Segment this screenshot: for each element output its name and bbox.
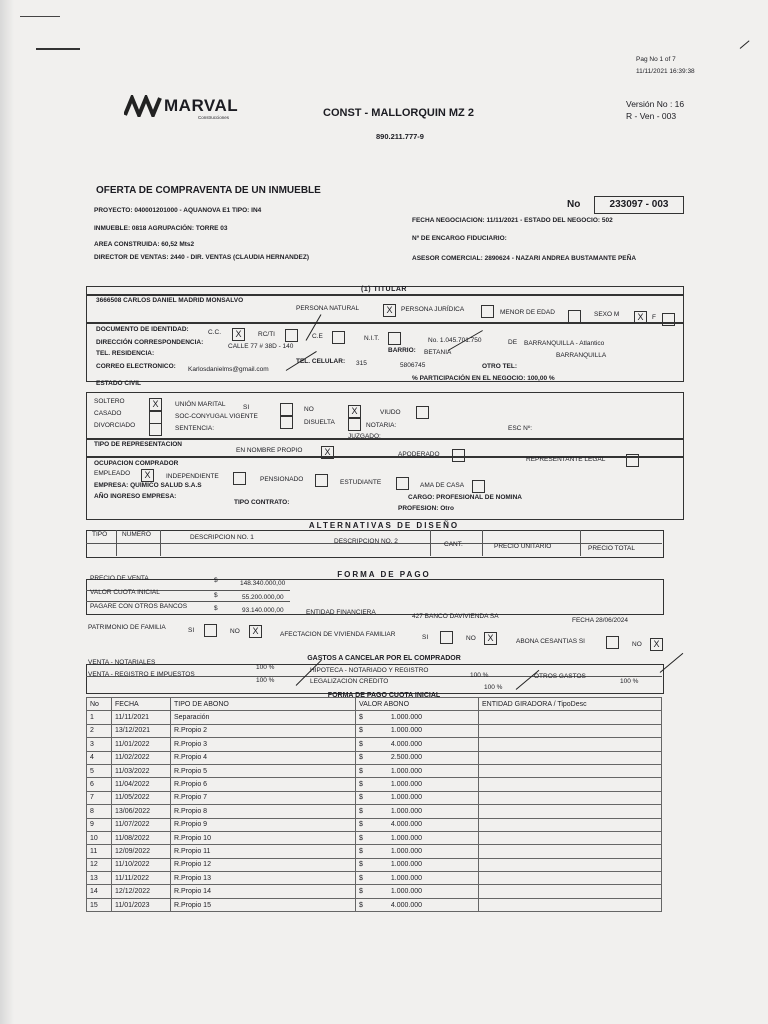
alt-col-sep [160,530,161,556]
row-tipo: R.Propio 7 [171,791,356,804]
row-no: 5 [87,764,112,777]
scan-edge-shadow [0,0,14,1024]
row-valor-currency: $ [359,901,363,909]
col-tipo: TIPO DE ABONO [171,698,356,711]
row-fecha: 11/11/2022 [112,872,171,885]
afectacion-no-label: NO [466,635,476,642]
estado-civil-label: ESTADO CIVIL [96,380,142,387]
row-fecha: 11/01/2023 [112,898,171,911]
row-no: 1 [87,711,112,724]
row-entidad [479,898,662,911]
row-valor-amount: 1.000.000 [390,834,423,842]
table-row [87,751,662,764]
pagare-currency: $ [214,605,218,612]
row-valor-amount: 1.000.000 [390,861,423,869]
row-no: 6 [87,778,112,791]
cesantias-no-label: NO [632,641,642,648]
table-row [87,738,662,751]
row-fecha: 11/03/2022 [112,764,171,777]
row-valor-currency: $ [359,874,363,882]
ocupacion-label: OCUPACION COMPRADOR [94,460,179,467]
persona-juridica-check[interactable] [481,305,494,318]
marval-logo [124,95,239,122]
row-valor [356,791,479,804]
nit-check[interactable] [388,332,401,345]
fecha-negociacion: FECHA NEGOCIACION: 11/11/2021 - ESTADO DEL NEGOCIO: 502 [412,217,613,224]
sexo-f-label: F [652,314,656,321]
tel-celular-label: TEL. CELULAR: [296,358,346,365]
profesion: PROFESION: Otro [398,505,454,512]
precio-venta-label: PRECIO DE VENTA [90,575,149,582]
asesor-comercial: ASESOR COMERCIAL: 2890624 - NAZARI ANDREA BUSTAMANTE PEÑA [412,255,637,262]
row-entidad [479,805,662,818]
soltero-check[interactable]: X [149,398,162,411]
area-construida: AREA CONSTRUIDA: 60,52 Mts2 [94,241,195,248]
row-tipo: Separación [171,711,356,724]
sexo-m-check[interactable]: X [634,311,647,324]
divorciado-check[interactable] [149,423,162,436]
row-valor [356,898,479,911]
row-entidad [479,791,662,804]
row-valor [356,778,479,791]
row-valor [356,711,479,724]
pagare-value: 93.140.000,00 [242,607,284,614]
row-fecha: 11/04/2022 [112,778,171,791]
disuelta-check[interactable] [348,418,361,431]
print-datetime: 11/11/2021 16:39:38 [636,68,695,75]
apoderado-label: APODERADO [398,451,440,458]
row-valor [356,738,479,751]
row-valor-currency: $ [359,807,363,815]
row-no: 3 [87,738,112,751]
forma-pago-title: FORMA DE PAGO [337,570,431,579]
row-tipo: R.Propio 2 [171,724,356,737]
row-valor-amount: 1.000.000 [390,714,423,722]
anio-ingreso-label: AÑO INGRESO EMPRESA: [94,493,177,500]
doc-city: BARRANQUILLA - Atlantico [524,340,605,347]
row-entidad [479,858,662,871]
ama-casa-label: AMA DE CASA [420,482,465,489]
tel-residencia-label: TEL. RESIDENCIA: [96,350,155,357]
viudo-check[interactable] [416,406,429,419]
independiente-check[interactable] [233,472,246,485]
table-row [87,872,662,885]
doc-number: No. 1.045.701.750 [428,337,482,344]
row-no: 9 [87,818,112,831]
cesantias-si-check[interactable] [606,636,619,649]
offer-number: 233097 - 003 [594,196,684,214]
independiente-label: INDEPENDIENTE [166,473,219,480]
form-code: R - Ven - 003 [626,111,677,121]
row-valor-amount: 1.000.000 [390,847,423,855]
row-fecha: 13/12/2021 [112,724,171,737]
cesantias-no-check[interactable]: X [650,638,663,651]
gastos-otros-pct: 100 % [620,678,639,685]
offer-title: OFERTA DE COMPRAVENTA DE UN INMUEBLE [96,185,321,196]
table-row [87,898,662,911]
row-valor [356,818,479,831]
table-row [87,831,662,844]
table-row [87,764,662,777]
row-valor-amount: 1.000.000 [390,727,423,735]
tipo-representacion-label: TIPO DE REPRESENTACION [94,441,183,448]
otro-tel-label: OTRO TEL: [482,363,518,370]
ce-label: C.E [312,333,323,340]
menor-edad-label: MENOR DE EDAD [500,309,555,316]
row-entidad [479,872,662,885]
nombre-propio-label: EN NOMBRE PROPIO [236,447,303,454]
row-valor-currency: $ [359,888,363,896]
casado-label: CASADO [94,410,122,417]
inmueble: INMUEBLE: 0818 AGRUPACIÓN: TORRE 03 [94,225,228,232]
row-fecha: 11/02/2022 [112,751,171,764]
row-tipo: R.Propio 11 [171,845,356,858]
pensionado-label: PENSIONADO [260,476,304,483]
row-valor-amount: 1.000.000 [390,781,423,789]
row-no: 8 [87,805,112,818]
table-header-row [87,698,662,711]
rep-legal-label: REPRESENTANTE LEGAL [526,456,606,463]
offer-no-label: No [567,199,581,210]
sentencia-label: SENTENCIA: [175,425,215,432]
row-valor-currency: $ [359,714,363,722]
alt-col-desc2: DESCRIPCION NO. 2 [334,538,398,545]
row-entidad [479,764,662,777]
row-fecha: 11/01/2022 [112,738,171,751]
gastos-legalizacion-label: LEGALIZACION CREDITO [310,678,389,685]
esc-label: ESC Nº: [508,425,533,432]
table-row [87,791,662,804]
row-valor-currency: $ [359,794,363,802]
estudiante-check[interactable] [396,477,409,490]
row-tipo: R.Propio 14 [171,885,356,898]
alt-col-numero: NUMERO [122,531,151,538]
soc-conyugal-label: SOC-CONYUGAL VIGENTE [175,413,258,420]
direccion-value: CALLE 77 # 38D - 140 [228,343,294,350]
row-fecha: 13/06/2022 [112,805,171,818]
col-valor: VALOR ABONO [356,698,479,711]
logo-brand: MARVAL [164,96,239,115]
tel-celular-b: 5806745 [400,362,426,369]
table-row [87,818,662,831]
row-valor [356,858,479,871]
empleado-label: EMPLEADO [94,470,131,477]
row-entidad [479,818,662,831]
row-valor [356,872,479,885]
row-no: 12 [87,858,112,871]
row-valor-currency: $ [359,754,363,762]
afectacion-no-check[interactable]: X [484,632,497,645]
row-fecha: 11/08/2022 [112,831,171,844]
row-valor [356,845,479,858]
gastos-otros-label: OTROS GASTOS [534,673,586,680]
row-tipo: R.Propio 5 [171,764,356,777]
sexo-label: SEXO M [594,311,620,318]
patrimonio-no-label: NO [230,628,240,635]
version-number: Versión No : 16 [626,99,685,109]
table-row [87,858,662,871]
row-tipo: R.Propio 10 [171,831,356,844]
patrimonio-no-check[interactable]: X [249,625,262,638]
company-nit: 890.211.777-9 [376,132,424,141]
divorciado-label: DIVORCIADO [94,422,136,429]
row-valor-currency: $ [359,740,363,748]
juzgado-label: JUZGADO: [348,433,381,440]
row-valor-currency: $ [359,727,363,735]
table-row [87,711,662,724]
project-title: CONST - MALLORQUIN MZ 2 [323,107,474,119]
tipo-contrato-label: TIPO CONTRATO: [234,499,290,506]
row-tipo: R.Propio 4 [171,751,356,764]
notaria-label: NOTARIA: [366,422,397,429]
alt-col-sep [430,530,431,556]
gastos-hipoteca-label: HIPOTECA - NOTARIADO Y REGISTRO [310,667,429,674]
row-tipo: R.Propio 8 [171,805,356,818]
tel-celular-a: 315 [356,360,367,367]
row-valor-amount: 1.000.000 [390,888,423,896]
row-entidad [479,724,662,737]
director-ventas: DIRECTOR DE VENTAS: 2440 - DIR. VENTAS (CLAUDIA HERNANDEZ) [94,254,309,261]
fp-divider [86,601,290,602]
pagare-label: PAGARE CON OTROS BANCOS [90,603,188,610]
row-valor-amount: 1.000.000 [390,794,423,802]
row-tipo: R.Propio 12 [171,858,356,871]
row-no: 13 [87,872,112,885]
gastos-registro-label: VENTA - REGISTRO E IMPUESTOS [88,671,195,678]
persona-natural-check[interactable]: X [383,304,396,317]
alt-col-sep [116,530,117,556]
titular-title: (1) TITULAR [361,286,407,293]
precio-venta-value: 148.340.000,00 [240,580,286,587]
row-fecha: 12/12/2022 [112,885,171,898]
row-no: 10 [87,831,112,844]
col-entidad: ENTIDAD GIRADORA / TipoDesc [479,698,662,711]
patrimonio-si-check[interactable] [204,624,217,637]
row-valor-currency: $ [359,767,363,775]
row-entidad [479,845,662,858]
table-row [87,885,662,898]
row-entidad [479,778,662,791]
table-row [87,778,662,791]
row-valor-currency: $ [359,834,363,842]
gastos-legalizacion-pct: 100 % [484,684,503,691]
afectacion-si-check[interactable] [440,631,453,644]
cc-label: C.C. [208,329,221,336]
table-row [87,845,662,858]
entidad-financiera-value: 427 BANCO DAVIVIENDA SA [412,613,499,620]
empleado-check[interactable]: X [141,469,154,482]
cargo: CARGO: PROFESIONAL DE NOMINA [408,494,522,501]
nit-label: N.I.T. [364,335,380,342]
scan-mark [36,48,80,50]
page-number: Pag No 1 of 7 [636,56,676,63]
precio-venta-currency: $ [214,577,218,584]
persona-natural-label: PERSONA NATURAL [296,305,360,312]
union-marital-label: UNIÓN MARITAL [175,401,226,408]
patrimonio-label: PATRIMONIO DE FAMILIA [88,624,166,631]
alt-col-tipo: TIPO [92,531,108,538]
row-valor-amount: 4.000.000 [390,740,423,748]
proyecto: PROYECTO: 040001201000 - AQUANOVA E1 TIPO: IN4 [94,207,262,214]
row-entidad [479,711,662,724]
cuota-inicial-title: FORMA DE PAGO CUOTA INICIAL [327,692,441,699]
barrio-value: BETANIA [424,349,452,356]
table-row [87,724,662,737]
ama-casa-check[interactable] [472,480,485,493]
row-tipo: R.Propio 6 [171,778,356,791]
row-valor-currency: $ [359,781,363,789]
union-si-check[interactable] [280,403,293,416]
cuota-inicial-table [86,697,662,912]
gastos-notariales-pct: 100 % [256,664,275,671]
gastos-hipoteca-pct: 100 % [470,672,489,679]
row-no: 15 [87,898,112,911]
alt-col-sep [580,530,581,556]
row-valor-amount: 4.000.000 [390,821,423,829]
encargo-fiduciario: Nº DE ENCARGO FIDUCIARIO: [412,235,507,242]
row-valor [356,805,479,818]
correo-value: Karlosdanielms@gmail.com [188,366,269,373]
roti-label: RC/TI [258,331,275,338]
row-no: 7 [87,791,112,804]
pensionado-check[interactable] [315,474,328,487]
patrimonio-si-label: SI [188,627,195,634]
row-tipo: R.Propio 3 [171,738,356,751]
gastos-registro-pct: 100 % [256,677,275,684]
row-no: 11 [87,845,112,858]
roti-check[interactable] [285,329,298,342]
row-valor [356,764,479,777]
row-valor [356,751,479,764]
union-no-label: NO [304,406,314,413]
alt-col-cant: CANT. [444,541,463,548]
union-si-label: SI [243,404,250,411]
row-valor-amount: 1.000.000 [390,874,423,882]
row-fecha: 11/05/2022 [112,791,171,804]
row-valor [356,885,479,898]
row-no: 14 [87,885,112,898]
logo-sub: Construcciones [198,115,230,120]
cc-check[interactable]: X [232,328,245,341]
correo-label: CORREO ELECTRONICO: [96,363,176,370]
alternativas-title: ALTERNATIVAS DE DISEÑO [308,521,460,530]
row-no: 2 [87,724,112,737]
row-entidad [479,738,662,751]
afectacion-label: AFECTACION DE VIVIENDA FAMILIAR [280,631,396,638]
scan-mark [20,16,60,17]
col-no: No [87,698,112,711]
titular-name: 3666508 CARLOS DANIEL MADRID MONSALVO [96,297,244,304]
handwritten-slash [740,40,750,48]
row-valor-amount: 1.000.000 [390,767,423,775]
doc-de-label: DE [508,339,518,346]
row-entidad [479,885,662,898]
row-valor [356,724,479,737]
disuelta-label: DISUELTA [304,419,335,426]
alt-col-sep [482,530,483,556]
participacion: % PARTICIPACIÓN EN EL NEGOCIO: 100,00 % [412,375,555,382]
cuota-inicial-currency: $ [214,592,218,599]
row-fecha: 11/10/2022 [112,858,171,871]
union-no-check[interactable]: X [348,405,361,418]
city-value: BARRANQUILLA [556,352,607,359]
row-valor [356,831,479,844]
row-entidad [479,831,662,844]
nombre-propio-check[interactable]: X [321,446,334,459]
barrio-label: BARRIO: [388,347,416,354]
entidad-financiera-label: ENTIDAD FINANCIERA [306,609,376,616]
row-tipo: R.Propio 9 [171,818,356,831]
alt-col-desc1: DESCRIPCION NO. 1 [190,534,254,541]
row-tipo: R.Propio 15 [171,898,356,911]
row-fecha: 12/09/2022 [112,845,171,858]
soltero-label: SOLTERO [94,398,125,405]
row-no: 4 [87,751,112,764]
row-valor-currency: $ [359,861,363,869]
estudiante-label: ESTUDIANTE [340,479,382,486]
row-valor-currency: $ [359,847,363,855]
alt-col-precio-total: PRECIO TOTAL [588,545,635,552]
gastos-notariales-label: VENTA - NOTARIALES [88,659,156,666]
viudo-label: VIUDO [380,409,401,416]
row-valor-amount: 4.000.000 [390,901,423,909]
empresa: EMPRESA: QUIMICO SALUD S.A.S [94,482,202,489]
row-fecha: 11/11/2021 [112,711,171,724]
persona-juridica-label: PERSONA JURÍDICA [401,306,465,313]
entidad-fecha: FECHA 28/06/2024 [572,617,629,624]
col-fecha: FECHA [112,698,171,711]
row-tipo: R.Propio 13 [171,872,356,885]
cesantias-label: ABONA CESANTIAS SI [516,638,585,645]
row-valor-currency: $ [359,821,363,829]
row-valor-amount: 1.000.000 [390,807,423,815]
row-entidad [479,751,662,764]
cuota-inicial-value: 55.200.000,00 [242,594,284,601]
row-fecha: 11/07/2022 [112,818,171,831]
soc-vigente-check[interactable] [280,416,293,429]
table-row [87,805,662,818]
direccion-label: DIRECCIÓN CORRESPONDENCIA: [96,339,204,346]
alt-col-precio-unit: PRECIO UNITARIO [494,543,552,550]
doc-identidad-label: DOCUMENTO DE IDENTIDAD: [96,326,189,333]
gastos-title: GASTOS A CANCELAR POR EL COMPRADOR [307,655,461,662]
afectacion-si-label: SI [422,634,429,641]
marval-logo-icon [124,95,162,117]
ce-check[interactable] [332,331,345,344]
cuota-inicial-label: VALOR CUOTA INICIAL [90,589,160,596]
row-valor-amount: 2.500.000 [390,754,423,762]
